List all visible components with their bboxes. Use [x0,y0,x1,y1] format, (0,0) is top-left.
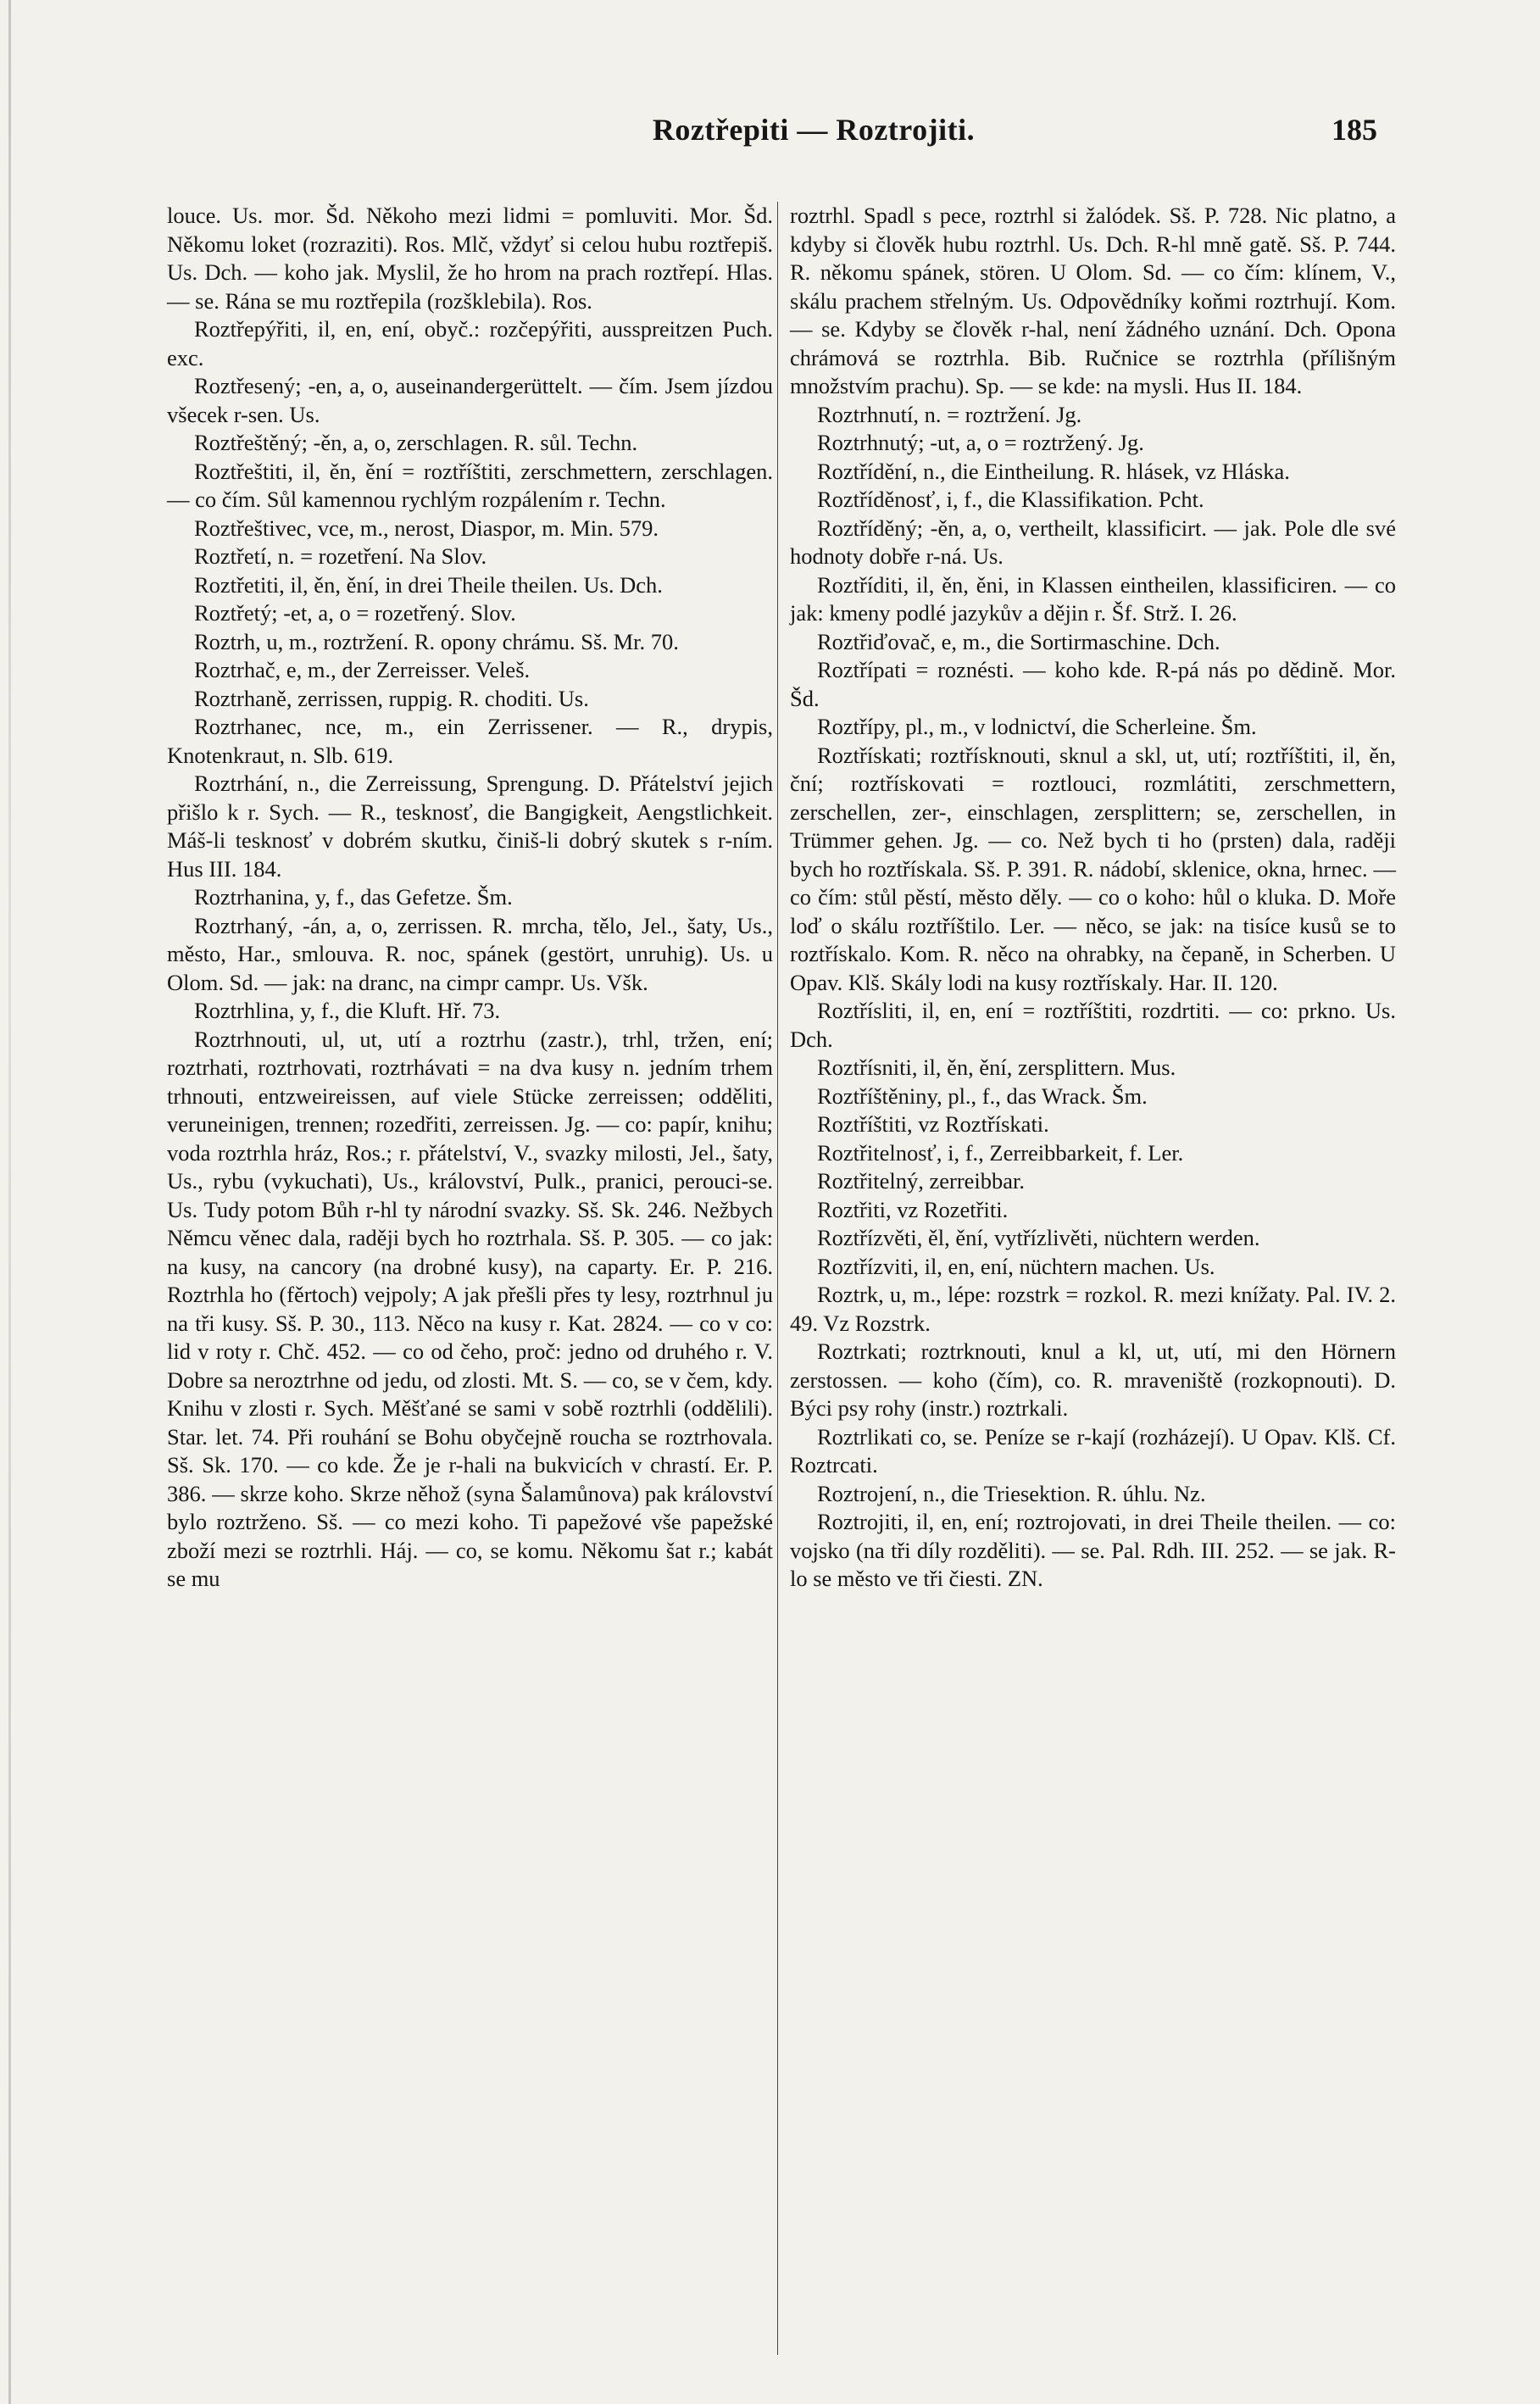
dictionary-entry: Roztřídění, n., die Eintheilung. R. hlásek, vz Hláska. [817,458,1290,484]
dictionary-entry: Roztřípy, pl., m., v lodnictví, die Scherleine. Šm. [817,714,1257,739]
dictionary-entry: Roztříděnosť, i, f., die Klassifikation. Pcht. [817,487,1204,512]
scan-edge-shadow [8,0,11,2404]
dictionary-entry: Roztrhlina, y, f., die Kluft. Hř. 73. [194,998,501,1023]
dictionary-entry: Roztříděný; -ěn, a, o, vertheilt, klassificirt. — jak. Pole dle své hodnoty dobře r-ná. Us. [790,515,1396,569]
dictionary-entry: Roztřitelný, zerreibbar. [817,1168,1026,1194]
dictionary-entry: Roztrhanina, y, f., das Gefetze. Šm. [194,884,513,910]
dictionary-entry: Roztřízviti, il, en, ení, nüchtern machen. Us. [817,1253,1215,1279]
dictionary-entry: Roztřetí, n. = rozetření. Na Slov. [194,543,487,569]
dictionary-entry: Roztřeštivec, vce, m., nerost, Diaspor, m. Min. 579. [194,515,659,541]
right-column [790,202,1396,1594]
dictionary-entry: Roztřeštiti, il, ěn, ění = roztříštiti, zerschmettern, zerschlagen. — co čím. Sůl kamennou rychlým rozpálením r. Techn. [167,458,773,512]
dictionary-entry: Roztřiďovač, e, m., die Sortirmaschine. Dch. [817,628,1220,654]
dictionary-entry: Roztrhač, e, m., der Zerreisser. Veleš. [194,657,531,682]
dictionary-entry: Roztřesený; -en, a, o, auseinandergerüttelt. — čím. Jsem jízdou všecek r-sen. Us. [167,373,773,427]
dictionary-entry: Roztřiti, vz Rozetřiti. [817,1196,1009,1222]
dictionary-entry: Roztříditi, il, ěn, ěni, in Klassen eintheilen, klassificiren. — co jak: kmeny podlé jazykův a dějin r. Šf. Strž. I. 26. [790,571,1396,626]
dictionary-entry: Roztrhnouti, ul, ut, utí a roztrhu (zastr.), trhl, tržen, ení; roztrhati, roztrhovati, roztrhávati = na dva kusy n. jedním trhem trhnouti, entzweireissen, auf viele Stücke zerreissen; odděliti, veruneinigen, trennen; rozedřiti, zerreissen. Jg. — co: papír, knihu; voda roztrhla hráz, Ros.; r. přátelství, V., svazky milosti, Jel., šaty, Us., rybu (vykuchati), Us., království, Pulk., pranici, perouci-se. Us. Tudy potom Bůh r-hl ty národní svazky. Sš. Sk. 246. Nežbych Němcu věnec dala, raději bych ho roztrhala. Sš. P. 305. — co jak: na kusy, na cancory (na drobné kusy), na caparty. Er. P. 216. Roztrhla ho (fěrtoch) vejpoly; A jak přešli přes ty lesy, roztrhnul ju na tři kusy. Sš. P. 30., 113. Něco na kusy r. Kat. 2824. — co v co: lid v roty r. Chč. 452. — co od čeho, proč: jedno od druhého r. V. Dobre sa neroztrhne od jedu, od zlosti. Mt. S. — co, se v čem, kdy. Knihu v zlosti r. Sych. Měšťané se sami v sobě roztrhli (oddělili). Star. let. 74. Při rouhání se Bohu obyčejně roucha se roztrhovala. Sš. Sk. 170. — co kde. Že je r-hali na bukvicích v chrastí. Er. P. 386. — skrze koho. Skrze něhož (syna Šalamůnova) pak království bylo roztrženo. Sš. — co mezi koho. Ti papežové vše papežské zboží mezi se roztrhli. Háj. — co, se komu. Někomu šat r.; kabát se mu [167,1026,773,1591]
dictionary-entry: Roztrk, u, m., lépe: rozstrk = rozkol. R. mezi knížaty. Pal. IV. 2. 49. Vz Rozstrk. [790,1282,1396,1336]
dictionary-entry: Roztrhnutí, n. = roztržení. Jg. [817,401,1082,427]
page-number: 185 [1332,113,1377,147]
dictionary-entry: Roztřetý; -et, a, o = rozetřený. Slov. [194,600,516,626]
dictionary-entry: Roztříštěniny, pl., f., das Wrack. Šm. [817,1082,1148,1109]
left-column [167,202,773,1594]
dictionary-entry: Roztřeštěný; -ěn, a, o, zerschlagen. R. sůl. Techn. [194,430,638,455]
dictionary-entry: Roztrojiti, il, en, ení; roztrojovati, in drei Theile theilen. — co: vojsko (na tři díly rozděliti). — se. Pal. Rdh. III. 252. — se jak. R-lo se město ve tři čiesti. ZN. [790,1509,1396,1591]
dictionary-entry: Roztřísniti, il, ěn, ění, zersplittern. Mus. [817,1055,1176,1080]
column-divider [777,202,778,2355]
dictionary-entry: Roztrhaný, -án, a, o, zerrissen. R. mrcha, tělo, Jel., šaty, Us., město, Har., smlouva. R. noc, spánek (gestört, unruhig). Us. u Olom. Sd. — jak: na dranc, na cimpr campr. Us. Všk. [167,912,773,995]
dictionary-entry: Roztrhání, n., die Zerreissung, Sprengung. D. Přátelství jejich přišlo k r. Sych. — R., tesknosť, die Bangigkeit, Aengstlichkeit. Máš-li tesknosť v dobrém skutku, činiš-li dobrý skutek s r-ním. Hus III. 184. [167,771,773,882]
dictionary-entry: Roztřepýřiti, il, en, ení, obyč.: rozčepýřiti, ausspreitzen Puch. exc. [167,316,773,370]
dictionary-entry: roztrhl. Spadl s pece, roztrhl si žalódek. Sš. P. 728. Nic platno, a kdyby si člověk hubu roztrhl. Us. Dch. R-hl mně gatě. Sš. P. 744. R. někomu spánek, stören. U Olom. Sd. — co čím: klínem, V., skálu prachem střelným. Us. Odpovědníky koňmi roztrhují. Kom. — se. Kdyby se člověk r-hal, není žádného uznání. Dch. Opona chrámová se roztrhla. Bib. Ručnice se roztrhla (přílišným množstvím prachu). Sp. — se kde: na mysli. Hus II. 184. [790,203,1396,398]
dictionary-entry: Roztřízvěti, ěl, ění, vytřízlivěti, nüchtern werden. [817,1225,1260,1250]
dictionary-entry: Roztříštiti, vz Roztřískati. [817,1111,1049,1137]
dictionary-entry: Roztrlikati co, se. Peníze se r-kají (rozházejí). U Opav. Klš. Cf. Roztrcati. [790,1423,1396,1477]
dictionary-entry: Roztřískati; roztřísknouti, sknul a skl, ut, utí; roztříštiti, il, ěn, ční; roztřískovati = roztlouci, rozmlátiti, zerschmettern, zerschellen, zer-, einschlagen, zersplittern; se, zerschellen, in Trümmer gehen. Jg. — co. Než bych ti ho (prsten) dala, raději bych ho roztřískala. Sš. P. 391. R. nádobí, sklenice, okna, hrnec. — co čím: stůl pěstí, město děly. — co o koho: hůl o kluka. D. Moře loď o skálu roztříštilo. Ler. — něco, se jak: na tisíce kusů se to roztřískalo. Kom. R. něco na ohrabky, na čepaně, in Scherben. U Opav. Klš. Skály lodi na kusy roztřískaly. Har. II. 120. [790,742,1396,995]
dictionary-entry: Roztřitelnosť, i, f., Zerreibbarkeit, f. Ler. [817,1139,1184,1166]
dictionary-entry: Roztrojení, n., die Triesektion. R. úhlu. Nz. [817,1480,1206,1506]
dictionary-entry: Roztrh, u, m., roztržení. R. opony chrámu. Sš. Mr. 70. [194,628,679,654]
dictionary-entry: Roztřípati = roznésti. — koho kde. R-pá nás po dědině. Mor. Šd. [790,657,1396,711]
page-header-title: Roztřepiti — Roztrojiti. [652,113,976,147]
dictionary-entry: Roztřísliti, il, en, ení = roztříštiti, rozdrtiti. — co: prkno. Us. Dch. [790,998,1396,1052]
dictionary-entry: Roztrhaně, zerrissen, ruppig. R. choditi. Us. [194,685,589,711]
dictionary-entry: Roztřetiti, il, ěn, ění, in drei Theile theilen. Us. Dch. [194,571,663,598]
dictionary-entry: Roztrhnutý; -ut, a, o = roztržený. Jg. [817,430,1144,455]
dictionary-entry: Roztrhanec, nce, m., ein Zerrissener. — R., drypis, Knotenkraut, n. Slb. 619. [167,714,773,768]
dictionary-entry: louce. Us. mor. Šd. Někoho mezi lidmi = pomluviti. Mor. Šd. Někomu loket (rozraziti). Ros. Mlč, vždyť si celou hubu roztřepiš. Us. Dch. — koho jak. Myslil, že ho hrom na prach roztřepí. Hlas. — se. Rána se mu roztřepila (rozšklebila). Ros. [167,203,773,314]
dictionary-entry: Roztrkati; roztrknouti, knul a kl, ut, utí, mi den Hörnern zerstossen. — koho (čím), co. R. mraveniště (rozkopnouti). D. Býci psy rohy (instr.) roztrkali. [790,1338,1396,1421]
